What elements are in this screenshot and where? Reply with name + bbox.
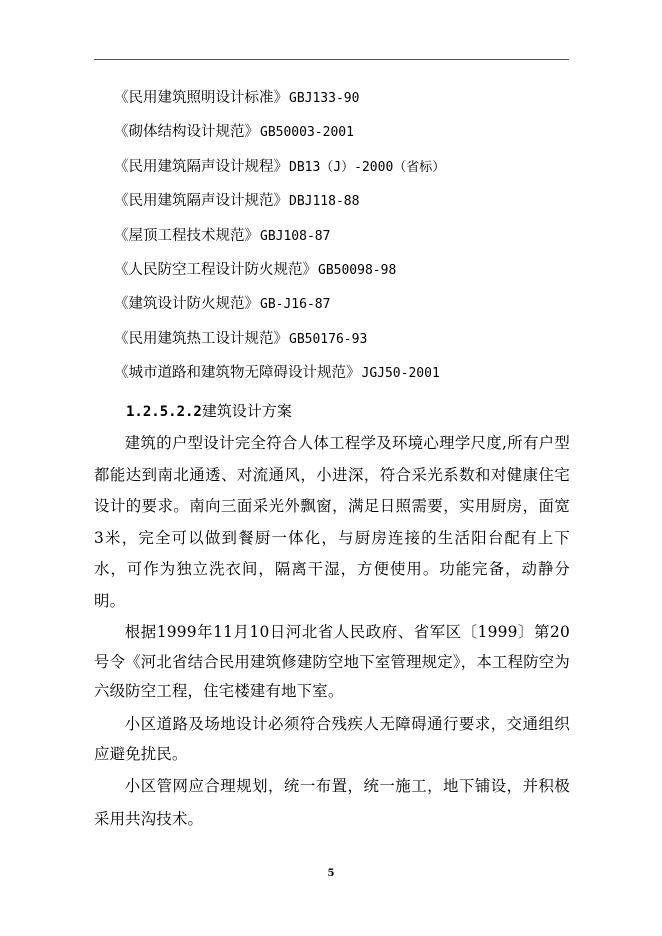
section-number: 1.2.5.2.2 — [126, 404, 202, 420]
civil-defense-paragraph: 根据1999年11月10日河北省人民政府、省军区〔1999〕第20号令《河北省结合民用建筑修建防空地下室管理规定》，本工程防空为六级防空工程，住宅楼建有地下室。 — [94, 623, 570, 700]
standard-item — [114, 85, 574, 119]
standard-title: 《民用建筑隔声设计规程》 — [114, 158, 288, 175]
header-rule — [94, 59, 569, 60]
standard-title: 《城市道路和建筑物无障碍设计规范》 — [114, 365, 361, 382]
standard-title: 《民用建筑隔声设计规范》 — [114, 193, 288, 210]
standards-list — [114, 85, 574, 395]
standard-item — [114, 291, 574, 325]
section-heading — [126, 398, 292, 425]
standard-title: 《砌体结构设计规范》 — [114, 124, 259, 141]
standard-code: DBJ118-88 — [289, 194, 360, 210]
standard-item — [114, 360, 574, 394]
accessibility-paragraph: 小区道路及场地设计必须符合残疾人无障碍通行要求，交通组织应避免扰民。 — [94, 715, 570, 763]
page-number: 5 — [327, 868, 335, 879]
standard-code: GBJ108-87 — [260, 228, 331, 244]
standard-code: GB50098-98 — [318, 262, 397, 278]
standard-item — [114, 326, 574, 360]
standard-item — [114, 119, 574, 153]
standard-item — [114, 154, 574, 188]
standard-title: 《屋顶工程技术规范》 — [114, 227, 259, 244]
standard-title: 《建筑设计防火规范》 — [114, 296, 259, 313]
standard-code: GB50003-2001 — [260, 125, 354, 141]
standard-title: 《民用建筑照明设计标准》 — [114, 90, 288, 106]
design-scheme-paragraph: 建筑的户型设计完全符合人体工程学及环境心理学尺度,所有户型都能达到南北通透、对流通风，小进深，符合采光系数和对健康住宅设计的要求。南向三面采光外飘窗，满足日照需要，实用厨房，面宽3米，完全可以做到餐厨一体化，与厨房连接的生活阳台配有上下水，可作为独立洗衣间，隔离干湿，方便使用。功能完备，动静分明。 — [94, 434, 570, 610]
standard-title: 《人民防空工程设计防火规范》 — [114, 261, 317, 278]
section-title: 建筑设计方案 — [201, 402, 292, 420]
standard-code: GBJ133-90 — [289, 91, 360, 106]
standard-item — [114, 188, 574, 222]
standard-item — [114, 257, 574, 291]
standard-code: DB13（J）-2000（省标） — [289, 159, 446, 175]
standard-title: 《民用建筑热工设计规范》 — [114, 330, 288, 347]
standard-code: GB50176-93 — [289, 331, 368, 347]
standard-item — [114, 223, 574, 257]
standard-code: JGJ50-2001 — [361, 366, 440, 382]
pipe-network-paragraph: 小区管网应合理规划，统一布置，统一施工，地下铺设，并积极采用共沟技术。 — [94, 777, 570, 828]
standard-code: GB-J16-87 — [260, 297, 331, 313]
